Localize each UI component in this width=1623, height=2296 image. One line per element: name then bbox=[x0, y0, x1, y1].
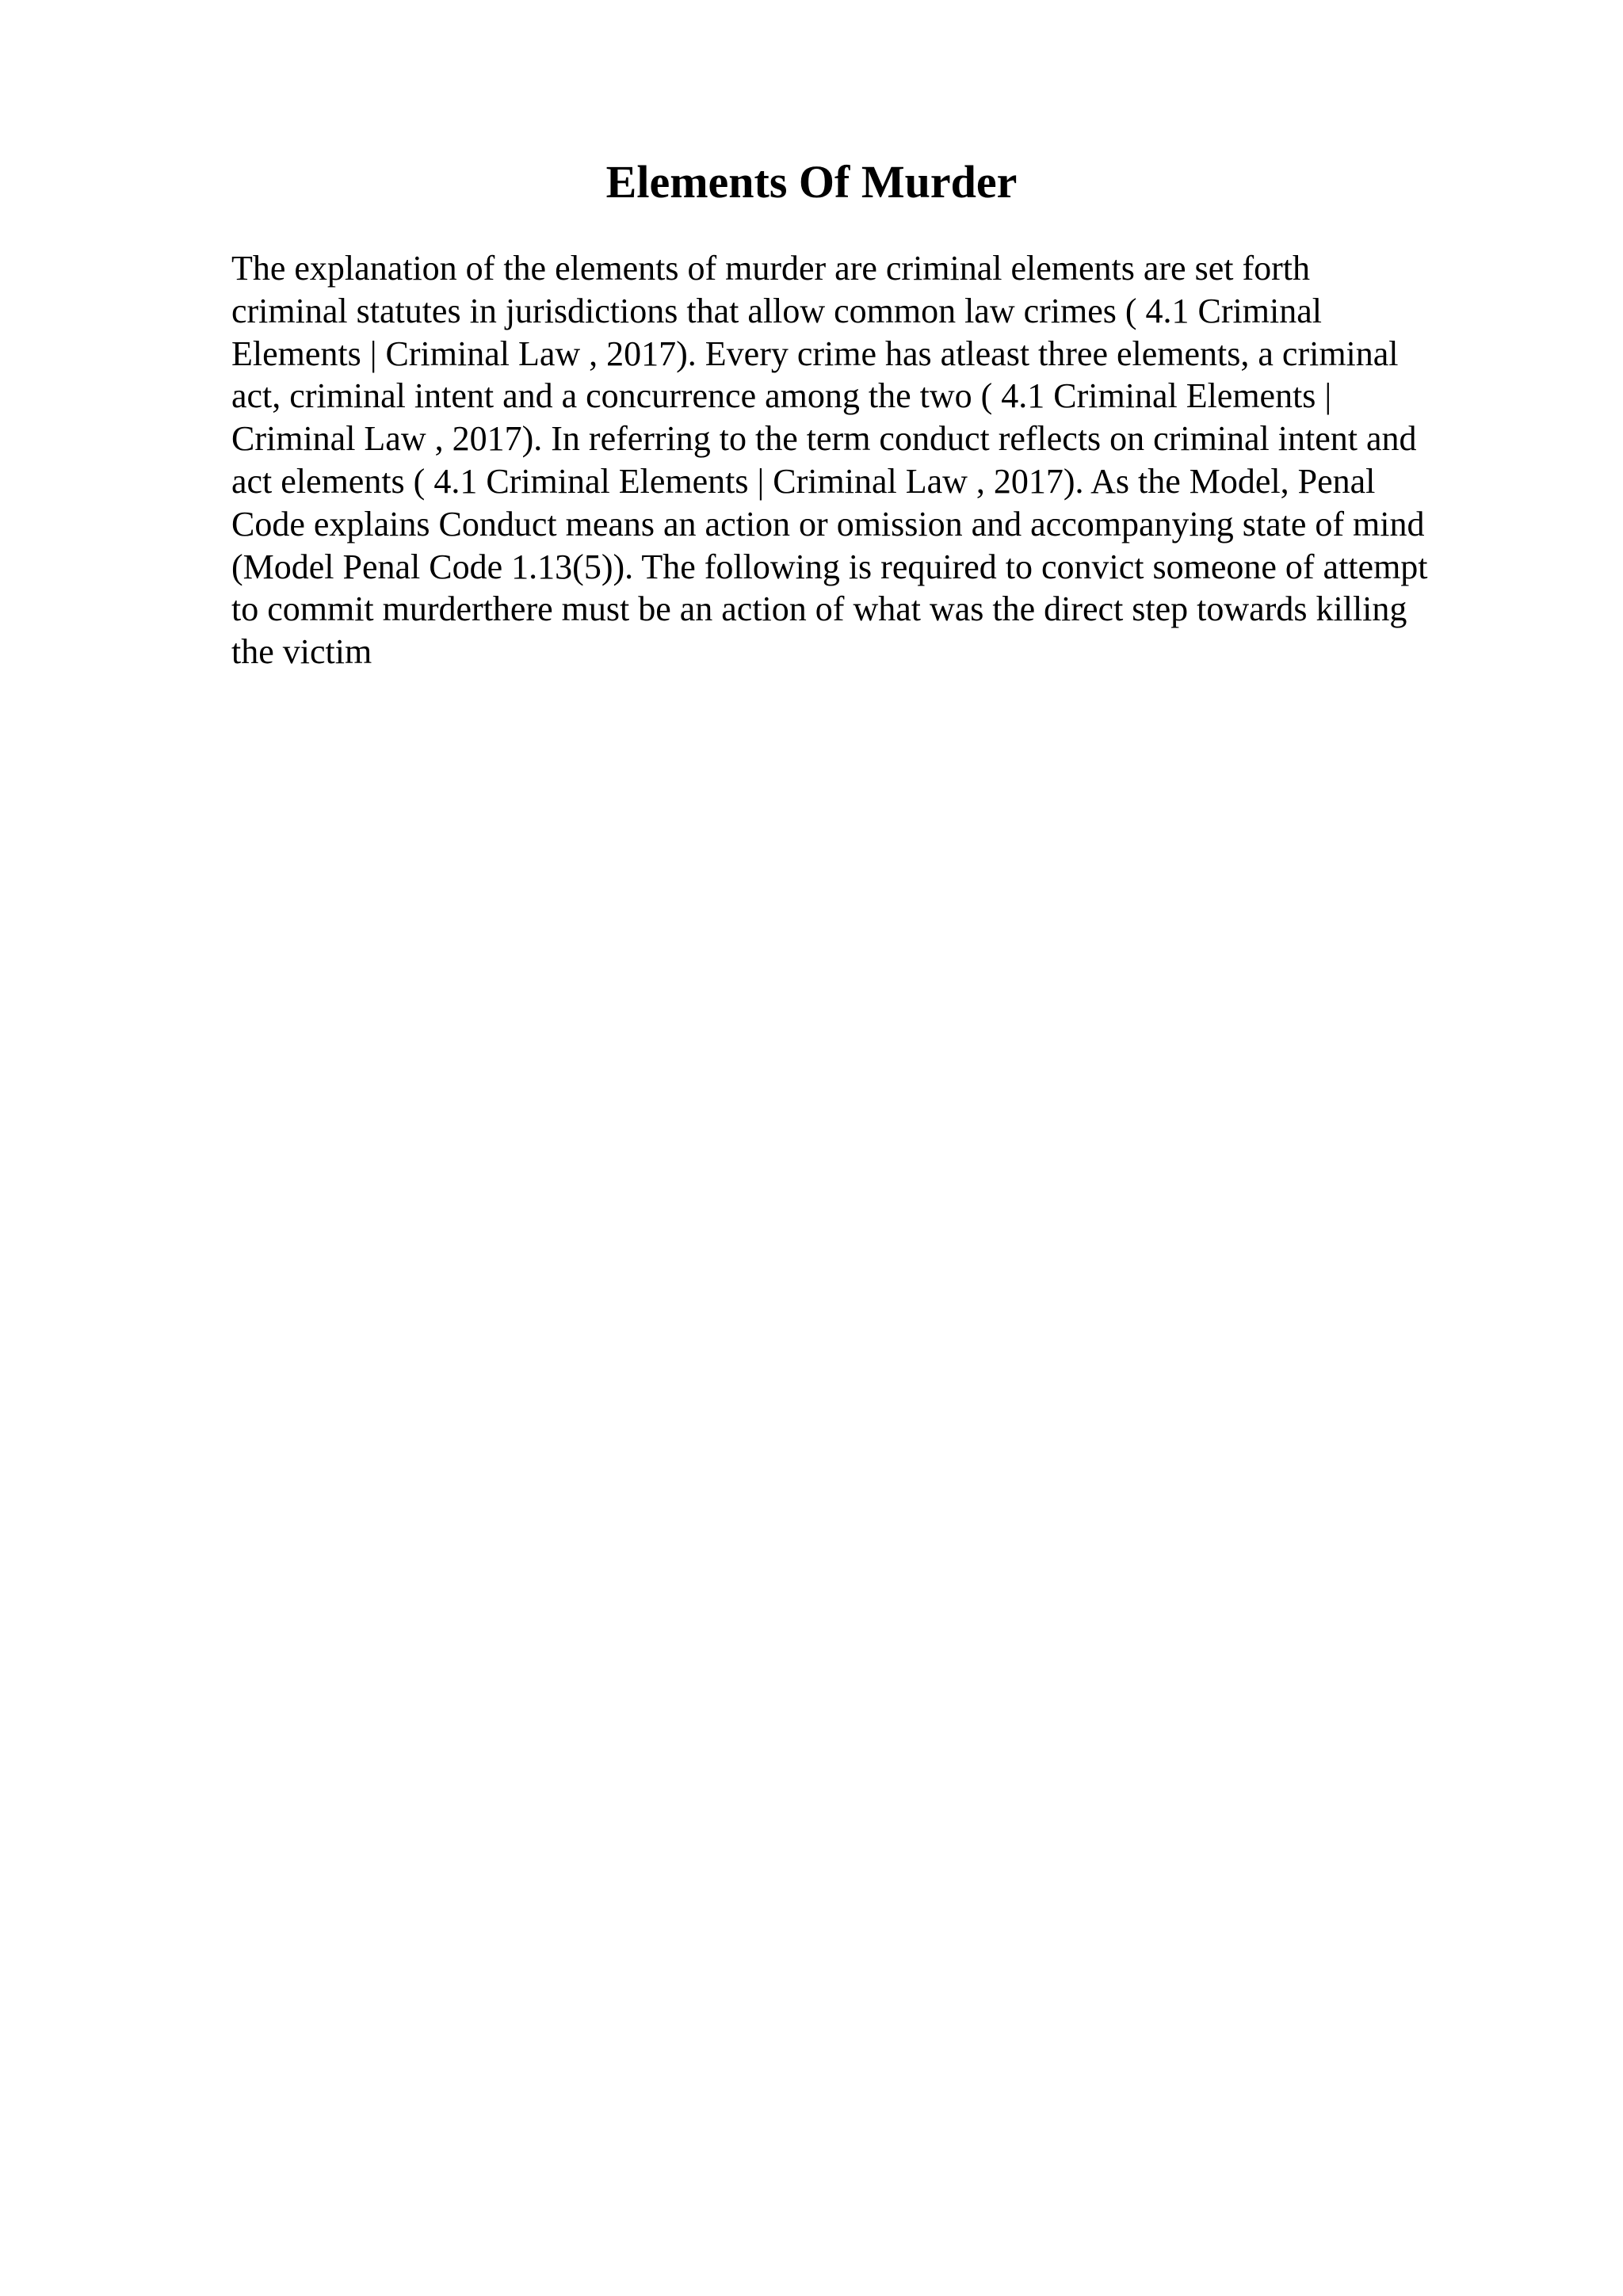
body-paragraph bbox=[231, 247, 1515, 673]
paragraph-line: criminal statutes in jurisdictions that allow common law crimes ( 4.1 Criminal bbox=[231, 291, 1322, 330]
paragraph-line: Criminal Law , 2017). In referring to the term conduct reflects on criminal intent and bbox=[231, 419, 1417, 459]
paragraph-line: The explanation of the elements of murder are criminal elements are set forth bbox=[231, 249, 1310, 288]
paragraph-line: to commit murderthere must be an action of what was the direct step towards killing bbox=[231, 589, 1407, 629]
paragraph-line: act, criminal intent and a concurrence among the two ( 4.1 Criminal Elements | bbox=[231, 376, 1332, 416]
paragraph-line: (Model Penal Code 1.13(5)). The following is required to convict someone of attempt bbox=[231, 547, 1428, 586]
paragraph-line: the victim bbox=[231, 632, 372, 672]
document-title: Elements Of Murder bbox=[605, 156, 1018, 208]
paragraph-line: Code explains Conduct means an action or omission and accompanying state of mind bbox=[231, 504, 1425, 543]
paragraph-line: Elements | Criminal Law , 2017). Every crime has atleast three elements, a criminal bbox=[231, 334, 1399, 373]
paragraph-line: act elements ( 4.1 Criminal Elements | Criminal Law , 2017). As the Model, Penal bbox=[231, 461, 1376, 501]
